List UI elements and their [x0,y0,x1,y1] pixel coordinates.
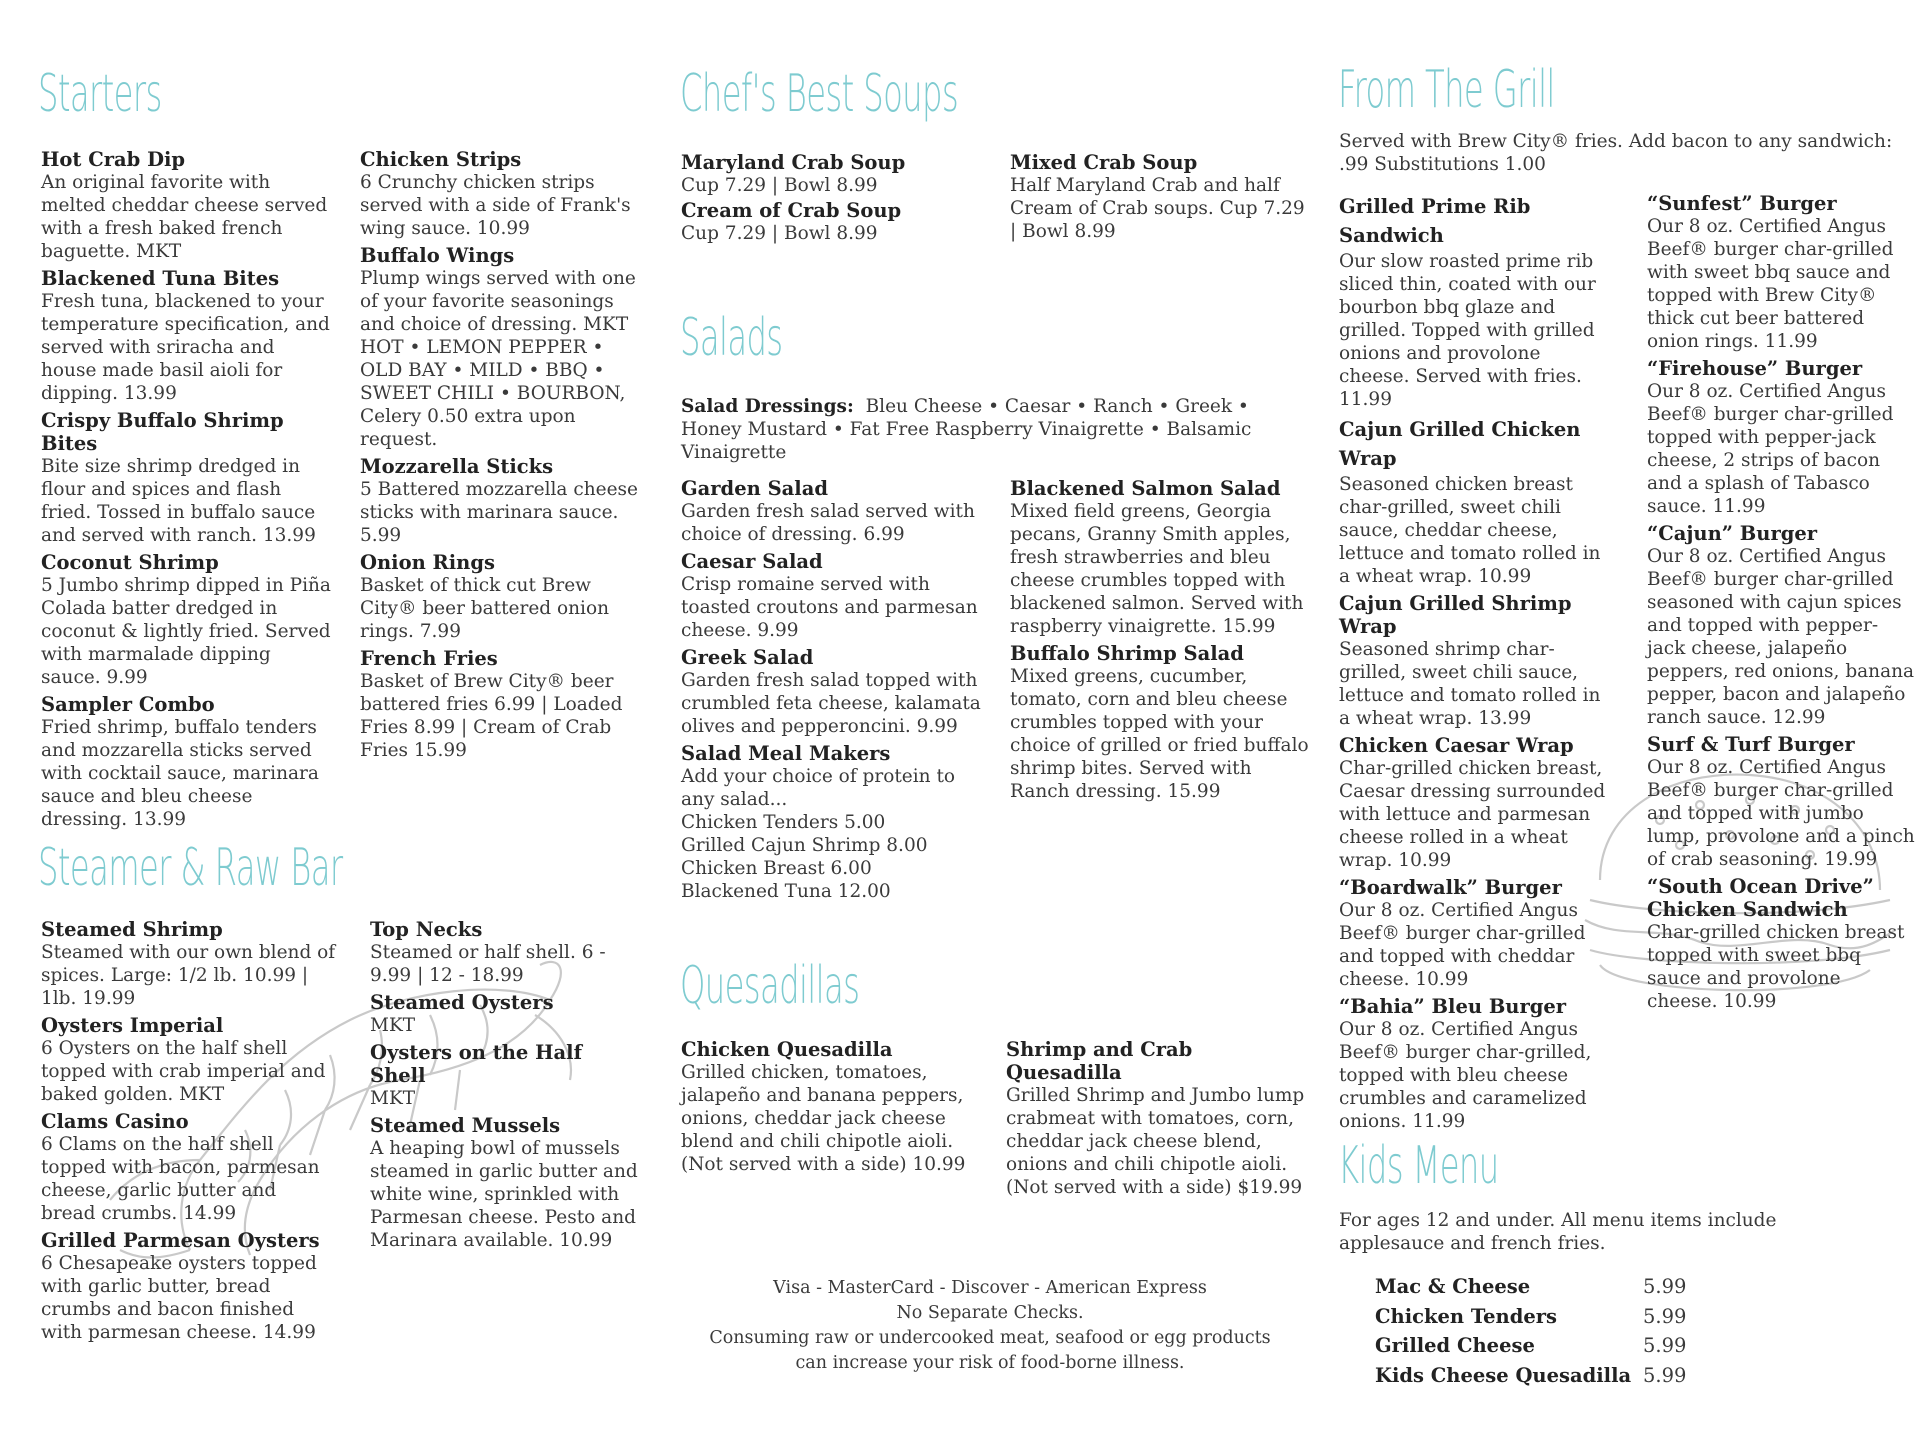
item-desc: An original favorite with melted cheddar cheese served with a fresh baked french baguette. MKT [41,172,328,262]
grill-title: From The Grill [1338,60,1555,120]
item-name: Maryland Crab Soup [681,151,906,174]
item-name: “Sunfest” Burger [1647,192,1837,215]
item-desc: Half Maryland Crab and half Cream of Crab soups. Cup 7.29 | Bowl 8.99 [1010,175,1305,242]
item-desc: Mixed greens, cucumber, tomato, corn and bleu cheese crumbles topped with your choice of grilled or fried buffalo shrimp bites. Served with Ranch dressing. 15.99 [1010,666,1309,802]
payment-footer [680,1276,1300,1376]
kids-item [1375,1361,1686,1391]
kids-item-price: 5.99 [1643,1304,1687,1328]
menu-item [1339,876,1614,991]
item-desc: Garden fresh salad served with choice of dressing. 6.99 [681,501,975,545]
menu-item [1647,875,1915,1013]
steamer-title: Steamer & Raw Bar [38,838,343,898]
grill-intro: Served with Brew City® fries. Add bacon to any sandwich: .99 Substitutions 1.00 [1339,131,1893,175]
item-desc: Our 8 oz. Certified Angus Beef® burger char-grilled, topped with bleu cheese crumbles and caramelized onions. 11.99 [1339,1019,1592,1132]
item-name: Mozzarella Sticks [360,455,554,478]
menu-item [41,1014,336,1106]
item-name: Grilled Parmesan Oysters [41,1229,320,1252]
quesadillas-right-column [1006,1038,1311,1203]
item-name: Salad Meal Makers [681,742,891,765]
item-name: Cajun Grilled Shrimp Wrap [1339,592,1572,638]
menu-item [681,646,981,738]
item-desc: Basket of thick cut Brew City® beer battered onion rings. 7.99 [360,575,610,642]
starters-title: Starters [38,64,162,124]
menu-item [1010,151,1310,243]
item-desc: Mixed field greens, Georgia pecans, Granny Smith apples, fresh strawberries and bleu cheese crumbles topped with blackened salmon. Served with raspberry vinaigrette. 15.99 [1010,501,1304,637]
item-desc: Grilled chicken, tomatoes, jalapeño and banana peppers, onions, cheddar jack cheese blend and chili chipotle aioli. (Not served with a side) 10.99 [681,1062,966,1175]
kids-item [1375,1331,1686,1361]
menu-item [360,244,650,451]
health-warning-cont: can increase your risk of food-borne illness. [795,1353,1185,1373]
item-desc: Our 8 oz. Certified Angus Beef® burger char-grilled and topped with cheddar cheese. 10.99 [1339,900,1586,990]
menu-item [41,693,331,831]
menu-item [681,550,981,642]
item-desc: Steamed with our own blend of spices. Large: 1/2 lb. 10.99 | 1lb. 19.99 [41,942,336,1009]
item-desc: 6 Clams on the half shell topped with bacon, parmesan cheese, garlic butter and bread crumbs. 14.99 [41,1134,320,1224]
salads-left-column [681,477,981,907]
item-name: Chicken Caesar Wrap [1339,734,1574,757]
health-warning: Consuming raw or undercooked meat, seafood or egg products [709,1328,1271,1348]
item-name: Buffalo Wings [360,244,515,267]
item-name: Caesar Salad [681,550,823,573]
menu-item [681,742,981,903]
item-name: Buffalo Shrimp Salad [1010,642,1244,665]
menu-item [1339,415,1614,588]
kids-item-name: Kids Cheese Quesadilla [1375,1363,1632,1387]
item-desc: 6 Chesapeake oysters topped with garlic butter, bread crumbs and bacon finished with parmesan cheese. 14.99 [41,1253,317,1343]
item-name: French Fries [360,647,498,670]
item-name: Cajun Grilled Chicken Wrap [1339,418,1581,470]
protein-option: Grilled Cajun Shrimp 8.00 [681,835,928,856]
item-desc: MKT [370,1088,416,1109]
item-name: Clams Casino [41,1110,189,1133]
item-desc: A heaping bowl of mussels steamed in garlic butter and white wine, sprinkled with Parmesan cheese. Pesto and Marinara available. 10.99 [370,1138,638,1251]
item-name: Oysters Imperial [41,1014,224,1037]
soups-title: Chef's Best Soups [680,64,959,124]
protein-option: Chicken Tenders 5.00 [681,812,886,833]
menu-item [681,1038,971,1176]
item-name: “Cajun” Burger [1647,522,1818,545]
item-desc: Cup 7.29 | Bowl 8.99 [681,175,878,196]
kids-item [1375,1302,1686,1332]
starters-left-column [41,148,331,835]
item-desc: 6 Crunchy chicken strips served with a side of Frank's wing sauce. 10.99 [360,172,631,239]
menu-item [1339,192,1614,411]
menu-item [41,267,331,405]
menu-item [41,148,331,263]
menu-item [370,1114,640,1252]
salads-title: Salads [680,308,783,368]
item-desc: 5 Battered mozzarella cheese sticks with marinara sauce. 5.99 [360,479,638,546]
salad-dressings [681,395,1281,464]
item-desc: 6 Oysters on the half shell topped with crab imperial and baked golden. MKT [41,1038,326,1105]
menu-item [1647,357,1915,518]
menu-item [681,151,991,197]
item-desc: Bite size shrimp dredged in flour and spices and flash fried. Tossed in buffalo sauce and served with ranch. 13.99 [41,456,316,546]
salads-right-column [1010,477,1315,807]
item-desc: Seasoned chicken breast char-grilled, sweet chili sauce, cheddar cheese, lettuce and tomato rolled in a wheat wrap. 10.99 [1339,474,1601,587]
item-desc: Our 8 oz. Certified Angus Beef® burger char-grilled seasoned with cajun spices and topped with pepper-jack cheese, jalapeño peppers, red onions, banana pepper, bacon and jalapeño ranch sauce. 12.99 [1647,546,1915,728]
no-separate-checks: No Separate Checks. [896,1303,1084,1323]
kids-item-price: 5.99 [1643,1275,1687,1298]
item-name: Steamed Shrimp [41,918,223,941]
item-name: Chicken Quesadilla [681,1038,893,1061]
item-name: Steamed Oysters [370,991,554,1014]
item-name: Coconut Shrimp [41,551,219,574]
item-desc: Cup 7.29 | Bowl 8.99 [681,223,878,244]
menu-item [360,551,650,643]
item-name: Onion Rings [360,551,495,574]
salad-dressings-list: Bleu Cheese • Caesar • Ranch • Greek • Honey Mustard • Fat Free Raspberry Vinaigrette • Balsamic Vinaigrette [681,396,1252,463]
item-name: “Boardwalk” Burger [1339,876,1562,899]
kids-item-name: Grilled Cheese [1375,1334,1535,1357]
menu-item [41,918,336,1010]
item-name: Hot Crab Dip [41,148,186,171]
item-name: Chicken Strips [360,148,522,171]
item-desc: Plump wings served with one of your favorite seasonings and choice of dressing. MKT HOT • LEMON PEPPER • OLD BAY • MILD • BBQ • SWEET CHILI • BOURBON, Celery 0.50 extra upon request. [360,268,636,450]
menu-item [370,1041,640,1110]
item-desc: Fried shrimp, buffalo tenders and mozzarella sticks served with cocktail sauce, marinara sauce and bleu cheese dressing. 13.99 [41,717,319,830]
quesadillas-title: Quesadillas [680,956,860,1016]
menu-item [41,551,331,689]
menu-item [1647,733,1915,871]
menu-item [1647,522,1915,729]
menu-item [41,1110,336,1225]
item-name: Blackened Tuna Bites [41,267,280,290]
item-desc: Basket of Brew City® beer battered fries 6.99 | Loaded Fries 8.99 | Cream of Crab Fries 15.99 [360,671,623,761]
item-desc: Char-grilled chicken breast, Caesar dressing surrounded with lettuce and parmesan cheese rolled in a wheat wrap. 10.99 [1339,758,1606,871]
item-name: Crispy Buffalo Shrimp Bites [41,409,284,455]
menu-item [360,455,650,547]
kids-items [1375,1272,1686,1390]
kids-item-price: 5.99 [1643,1363,1687,1387]
kids-title: Kids Menu [1338,1136,1499,1196]
kids-item [1375,1272,1686,1302]
menu-item [360,647,650,762]
item-name: Oysters on the Half Shell [370,1041,582,1087]
item-name: Steamed Mussels [370,1114,561,1137]
menu-item [1339,734,1614,872]
item-desc: Our 8 oz. Certified Angus Beef® burger char-grilled with sweet bbq sauce and topped with Brew City® thick cut beer battered onion rings. 11.99 [1647,216,1894,352]
kids-item-name: Chicken Tenders [1375,1304,1558,1328]
steamer-left-column [41,918,336,1348]
quesadillas-left-column [681,1038,971,1180]
item-desc: Add your choice of protein to any salad... [681,766,956,810]
item-name: Sampler Combo [41,693,215,716]
menu-item [1006,1038,1311,1199]
item-name: Shrimp and Crab Quesadilla [1006,1038,1193,1084]
item-name: Top Necks [370,918,483,941]
item-desc: Char-grilled chicken breast topped with sweet bbq sauce and provolone cheese. 10.99 [1647,922,1905,1012]
salad-dressings-label: Salad Dressings: [681,396,854,417]
item-desc: Crisp romaine served with toasted croutons and parmesan cheese. 9.99 [681,574,978,641]
menu-item [1339,592,1614,730]
menu-item [1647,192,1915,353]
soups-left-column [681,151,991,249]
menu-item [41,1229,336,1344]
protein-option: Blackened Tuna 12.00 [681,881,891,902]
item-name: Mixed Crab Soup [1010,151,1198,174]
item-name: Garden Salad [681,477,828,500]
protein-option: Chicken Breast 6.00 [681,858,872,879]
menu-item [1010,642,1315,803]
grill-left-column [1339,192,1614,1137]
item-desc: 5 Jumbo shrimp dipped in Piña Colada batter dredged in coconut & lightly fried. Served with marmalade dipping sauce. 9.99 [41,575,331,688]
kids-intro: For ages 12 and under. All menu items include applesauce and french fries. [1339,1210,1777,1254]
item-desc: Steamed or half shell. 6 - 9.99 | 12 - 18.99 [370,942,606,986]
menu-item [370,918,640,987]
menu-item [681,199,991,245]
item-desc: Garden fresh salad topped with crumbled feta cheese, kalamata olives and pepperoncini. 9.99 [681,670,981,737]
item-name: “Firehouse” Burger [1647,357,1863,380]
item-desc: Our 8 oz. Certified Angus Beef® burger char-grilled and topped with jumbo lump, provolone and a pinch of crab seasoning. 19.99 [1647,757,1915,870]
item-desc: Grilled Shrimp and Jumbo lump crabmeat with tomatoes, corn, cheddar jack cheese blend, onions and chili chipotle aioli. (Not served with a side) $19.99 [1006,1085,1305,1198]
item-desc: MKT [370,1015,416,1036]
steamer-right-column [370,918,640,1256]
kids-item-name: Mac & Cheese [1375,1275,1531,1298]
grill-right-column [1647,192,1915,1017]
item-name: Blackened Salmon Salad [1010,477,1281,500]
menu-item [41,409,331,547]
item-name: Surf & Turf Burger [1647,733,1855,756]
kids-item-price: 5.99 [1643,1334,1687,1357]
payment-methods: Visa - MasterCard - Discover - American Express [773,1278,1207,1298]
menu-item [1010,477,1315,638]
item-name: “Bahia” Bleu Burger [1339,995,1567,1018]
item-desc: Fresh tuna, blackened to your temperature specification, and served with sriracha and house made basil aioli for dipping. 13.99 [41,291,330,404]
menu-item [681,477,981,546]
soups-right-column [1010,151,1310,247]
menu-item [1339,995,1614,1133]
item-name: Greek Salad [681,646,814,669]
menu-item [370,991,640,1037]
item-desc: Our 8 oz. Certified Angus Beef® burger char-grilled topped with pepper-jack cheese, 2 strips of bacon and a splash of Tabasco sauce. 11.99 [1647,381,1894,517]
item-desc: Seasoned shrimp char-grilled, sweet chili sauce, lettuce and tomato rolled in a wheat wrap. 13.99 [1339,639,1601,729]
item-name: Cream of Crab Soup [681,199,902,222]
item-name: “South Ocean Drive” Chicken Sandwich [1647,875,1874,921]
item-desc: Our slow roasted prime rib sliced thin, coated with our bourbon bbq glaze and grilled. Topped with grilled onions and provolone cheese. Served with fries. 11.99 [1339,251,1596,410]
item-name: Grilled Prime Rib Sandwich [1339,195,1531,247]
menu-item [360,148,650,240]
starters-right-column [360,148,650,766]
